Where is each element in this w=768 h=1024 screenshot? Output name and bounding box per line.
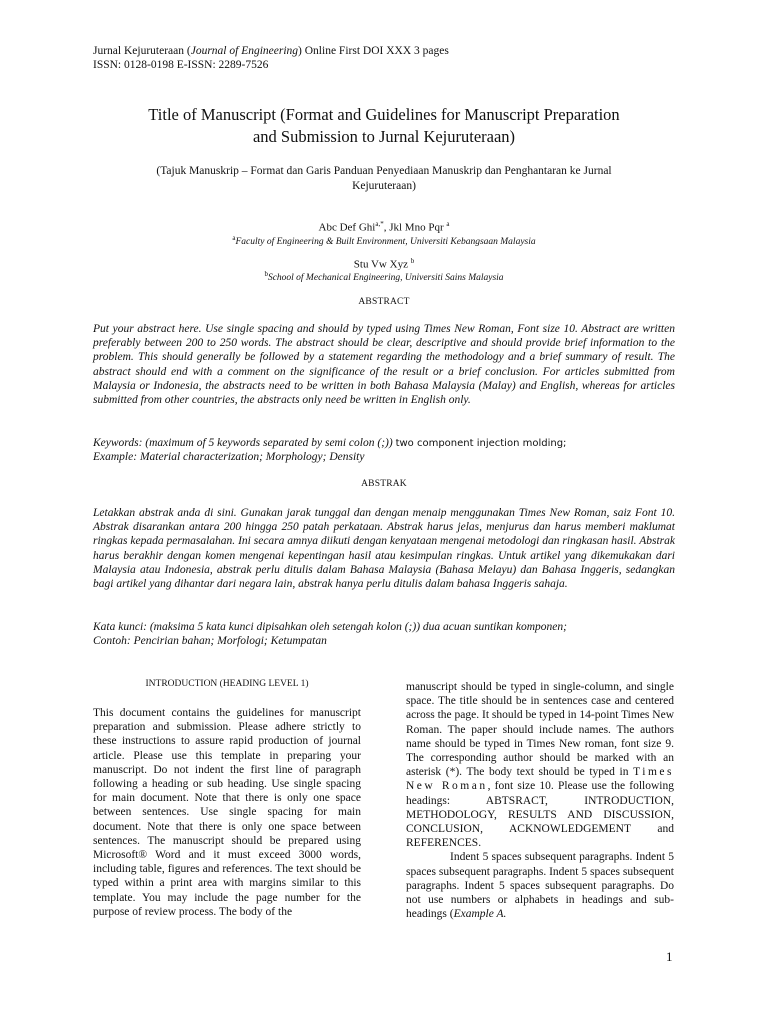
manuscript-title	[90, 104, 678, 148]
manuscript-subtitle	[110, 164, 658, 194]
author-name-1: Abc Def Ghi	[318, 221, 376, 234]
abstrak-body: Letakkan abstrak anda di sini. Gunakan jarak tunggal dan dengan menaip menggunakan Times New Roman, saiz Font 10. Abstrak disarankan antara 200 hingga 250 patah perkataan. Abstrak harus jelas, menjurus dan harus memberi maklumat ringkas kepada permasalahan. Ini secara amnya diikuti dengan kenyataan mengenai metodologi dan ringkasan hasil. Abstrak harus berakhir dengan komen mengenai kepentingan hasil atau kesimpulan ringkas. Untuk artikel yang dikemukakan dari Malaysia atau Indonesia, abstrak perlu ditulis dalam Bahasa Malaysia (Bahasa Melayu) dan Bahasa Inggeris, sedangkan bagi artikel yang dihantar dari negara lain, abstrak hanya perlu ditulis dalam bahasa Inggeris sahaja.	[93, 507, 675, 591]
affiliation-2-sup: b	[264, 270, 268, 278]
subtitle-line-1: (Tajuk Manuskrip – Format dan Garis Panduan Penyediaan Manuskrip dan Penghantaran ke Jurnal	[156, 165, 612, 177]
title-line-2: and Submission to Jurnal Kejuruteraan)	[252, 127, 516, 146]
title-line-1: Title of Manuscript (Format and Guidelines for Manuscript Preparation	[148, 105, 620, 124]
right-body-part-1: manuscript should be typed in single-column, and single space. The title should be in sentences case and centered across the page. It should be typed in 14-point Times New Roman. The paper should include names. The authors name should be typed in Times New roman, font size 9. The corresponding author should be marked with an asterisk (*). The body text should be typed in	[406, 681, 674, 779]
right-body-italic: Example A.	[453, 908, 507, 921]
introduction-left-column: This document contains the guidelines for manuscript preparation and submission. Please adhere strictly to these instructions to assure rapid production of journal article. Please use this template in preparing your manuscript. Do not indent the first line of paragraph following a heading or sub heading. Use single spacing for main document. Note that there is only one space between sentences. Use single spacing for main document. Note that there is only one space between sentences. The manuscript should be prepared using Microsoft® Word and it must exceed 3000 words, including table, figures and references. The text should be typed within a print area with margins similar to this template. You may include the page number for the purpose of review process. The body of the	[93, 707, 361, 918]
author-sup-3: b	[410, 257, 415, 265]
subtitle-line-2: Kejuruteraan)	[352, 180, 416, 192]
author-sup-2: a	[446, 220, 450, 228]
issn-line: ISSN: 0128-0198 E-ISSN: 2289-7526	[93, 59, 269, 71]
author-sup-1: a,*	[375, 220, 384, 228]
journal-name: Jurnal Kejuruteraan (	[93, 45, 191, 57]
affiliation-2	[90, 268, 678, 284]
abstract-body: Put your abstract here. Use single spacing and should by typed using Times New Roman, Font size 10. Abstract are written preferably between 200 to 250 words. The abstract should be clear, descriptive and should provide brief information to the problem. This should generally be followed by a statement regarding the methodology and a brief summary of result. The abstract should end with a comment on the significance of the result or a brief conclusion. For articles submitted from Malaysia or Indonesia, the abstracts need to be written in both Bahasa Malaysia (Malay) and English, whereas for articles submitted from other countries, the abstracts only need be written in English only.	[93, 323, 675, 407]
affiliation-2-text: School of Mechanical Engineering, Universiti Sains Malaysia	[267, 273, 504, 284]
journal-header-line	[93, 44, 449, 58]
affiliation-1-sup: a	[232, 234, 236, 242]
introduction-heading: INTRODUCTION (HEADING LEVEL 1)	[145, 679, 309, 689]
keywords-label: Keywords: (maximum of 5 keywords separated by semi colon (;))	[93, 437, 396, 449]
page-number: 1	[666, 949, 673, 964]
keywords-example: Example: Material characterization; Morphology; Density	[93, 451, 365, 463]
affiliation-1	[90, 232, 678, 248]
author-name-2: , Jkl Mno Pqr	[383, 221, 447, 234]
right-body-spaced: Times New Roman	[406, 766, 674, 793]
kata-kunci-example: Contoh: Pencirian bahan; Morfologi; Ketumpatan	[93, 635, 327, 647]
journal-doi: ) Online First DOI XXX 3 pages	[298, 45, 449, 57]
kata-kunci-line: Kata kunci: (maksima 5 kata kunci dipisahkan oleh setengah kolon (;)) dua acuan suntikan komponen;	[93, 621, 567, 633]
abstrak-heading: ABSTRAK	[361, 479, 407, 489]
right-body-part-3: Indent 5 spaces subsequent paragraphs. Indent 5 spaces subsequent paragraphs. Indent 5 spaces subsequent paragraphs. Indent 5 spaces subsequent paragraphs. Do not use numbers or alphabets in headings and sub-headings (	[406, 851, 674, 921]
abstract-heading: ABSTRACT	[358, 297, 410, 307]
right-body-part-2: , font size 10. Please use the following headings: ABTSRACT, INTRODUCTION, METHODOLOGY, RESULTS AND DISCUSSION, CONCLUSION, ACKNOWLEDGEMENT and REFERENCES.	[406, 780, 675, 850]
author-name-3: Stu Vw Xyz	[353, 258, 411, 271]
keywords-line	[93, 436, 675, 451]
journal-name-english: Journal of Engineering	[190, 45, 299, 57]
keywords-extra: two component injection molding;	[395, 438, 567, 449]
introduction-right-column	[406, 680, 674, 921]
affiliation-1-text: Faculty of Engineering & Built Environment, Universiti Kebangsaan Malaysia	[235, 237, 536, 248]
